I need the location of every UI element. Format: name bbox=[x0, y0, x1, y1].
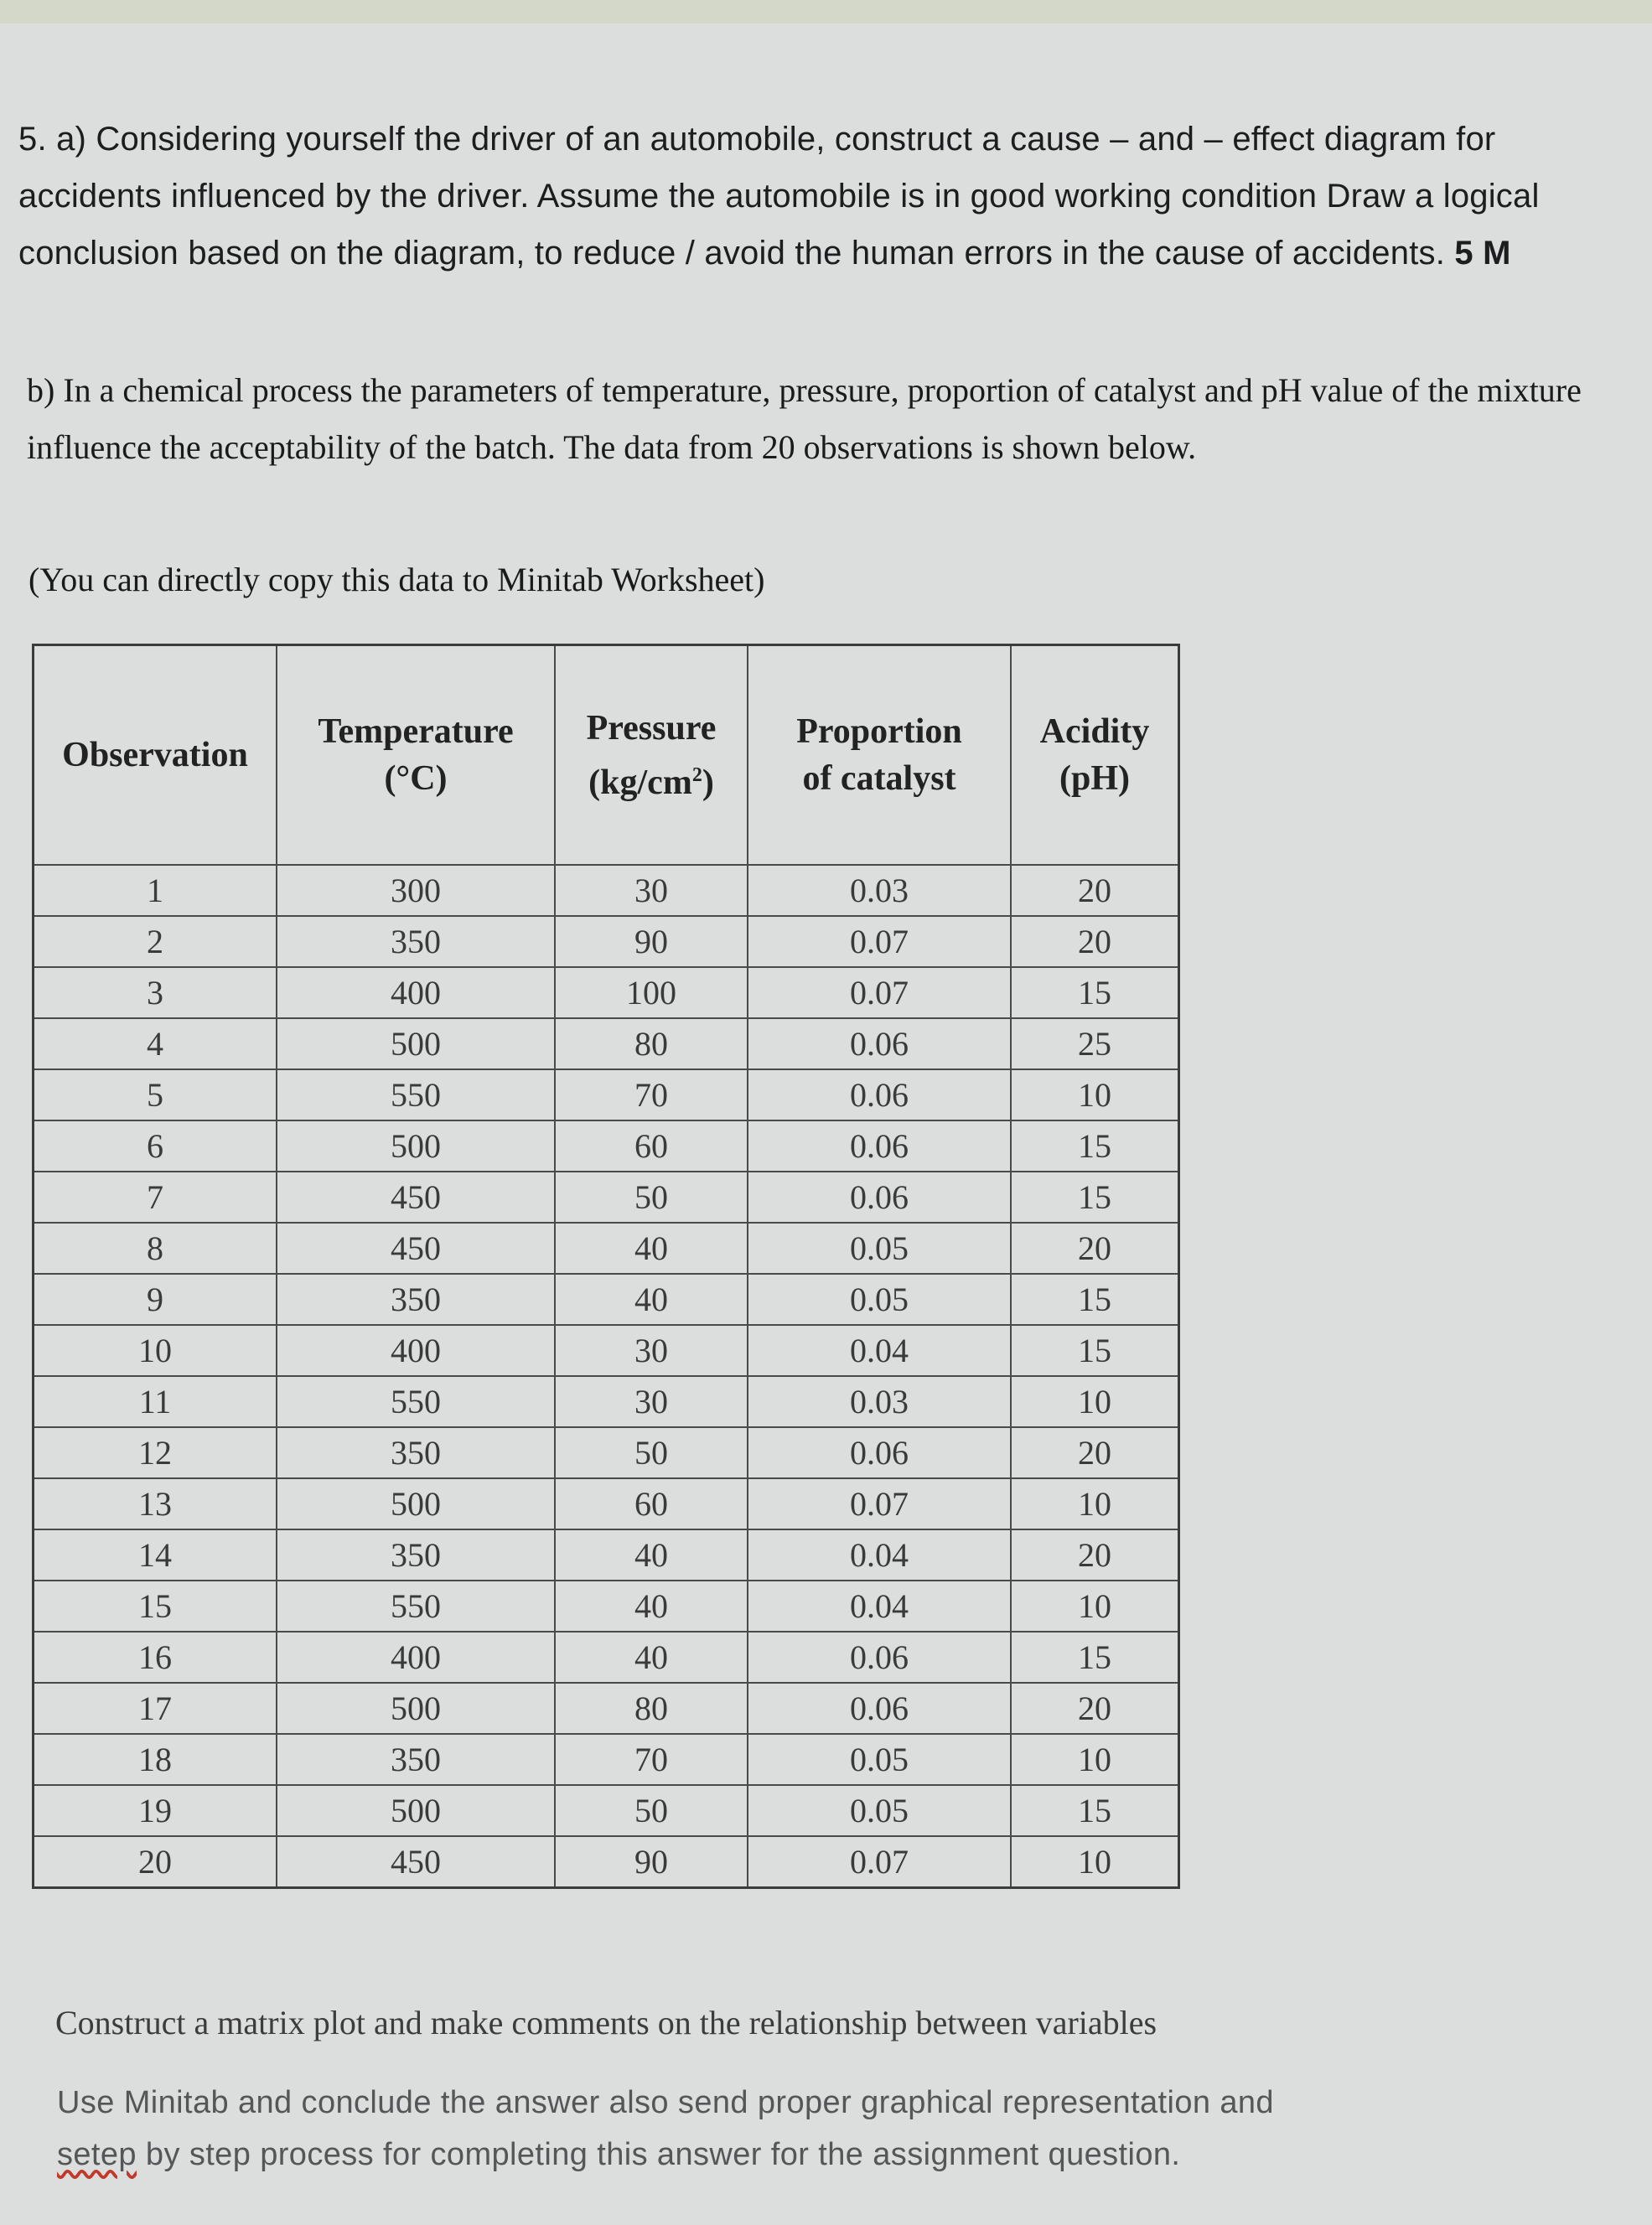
pressure-cell: 90 bbox=[555, 916, 748, 967]
proportion-cell: 0.05 bbox=[748, 1785, 1011, 1836]
observation-cell: 6 bbox=[34, 1120, 277, 1172]
table-row bbox=[34, 1632, 1179, 1683]
table-row bbox=[34, 1683, 1179, 1734]
proportion-cell: 0.06 bbox=[748, 1172, 1011, 1223]
acidity-cell: 15 bbox=[1011, 1632, 1179, 1683]
pressure-cell: 40 bbox=[555, 1529, 748, 1581]
table-row bbox=[34, 1274, 1179, 1325]
proportion-cell: 0.06 bbox=[748, 1120, 1011, 1172]
observation-cell: 4 bbox=[34, 1018, 277, 1069]
matrix-plot-instruction: Construct a matrix plot and make comments on the relationship between variables bbox=[55, 2004, 1157, 2041]
acidity-cell: 20 bbox=[1011, 865, 1179, 916]
question-b: b) In a chemical process the parameters of temperature, pressure, proportion of catalyst and pH value of the mixture influence the acceptability of the batch. The data from 20 observations is shown below. bbox=[27, 371, 1582, 466]
observation-cell: 16 bbox=[34, 1632, 277, 1683]
table-row bbox=[34, 865, 1179, 916]
question-a-text: 5. a) Considering yourself the driver of an automobile, construct a cause – and – effect diagram for accidents influenced by the driver. Assume the automobile is in good working condition Draw a logical conclusion based on the diagram, to reduce / avoid the human errors in the cause of accidents. bbox=[18, 121, 1540, 272]
proportion-cell: 0.06 bbox=[748, 1427, 1011, 1478]
proportion-cell: 0.04 bbox=[748, 1325, 1011, 1376]
acidity-cell: 15 bbox=[1011, 1172, 1179, 1223]
table-row bbox=[34, 1069, 1179, 1120]
acidity-cell: 20 bbox=[1011, 916, 1179, 967]
acidity-cell: 15 bbox=[1011, 1120, 1179, 1172]
pressure-cell: 40 bbox=[555, 1632, 748, 1683]
acidity-cell: 15 bbox=[1011, 967, 1179, 1018]
pressure-cell: 60 bbox=[555, 1478, 748, 1529]
observation-cell: 3 bbox=[34, 967, 277, 1018]
pressure-cell: 60 bbox=[555, 1120, 748, 1172]
acidity-cell: 15 bbox=[1011, 1274, 1179, 1325]
temperature-cell: 450 bbox=[277, 1223, 555, 1274]
observation-cell: 17 bbox=[34, 1683, 277, 1734]
acidity-cell: 20 bbox=[1011, 1683, 1179, 1734]
table-row bbox=[34, 1529, 1179, 1581]
table-row bbox=[34, 1223, 1179, 1274]
proportion-cell: 0.06 bbox=[748, 1069, 1011, 1120]
observation-cell: 2 bbox=[34, 916, 277, 967]
temperature-cell: 450 bbox=[277, 1836, 555, 1888]
top-edge-strip bbox=[0, 0, 1652, 23]
acidity-cell: 15 bbox=[1011, 1785, 1179, 1836]
pressure-cell: 40 bbox=[555, 1223, 748, 1274]
header-temperature: Temperature (°C) bbox=[277, 645, 555, 866]
proportion-cell: 0.07 bbox=[748, 1836, 1011, 1888]
proportion-cell: 0.05 bbox=[748, 1223, 1011, 1274]
temperature-cell: 500 bbox=[277, 1478, 555, 1529]
proportion-cell: 0.07 bbox=[748, 967, 1011, 1018]
misspelled-word: setep bbox=[57, 2137, 137, 2172]
table-row bbox=[34, 1427, 1179, 1478]
acidity-cell: 25 bbox=[1011, 1018, 1179, 1069]
table-row bbox=[34, 1836, 1179, 1888]
temperature-cell: 350 bbox=[277, 916, 555, 967]
observation-cell: 15 bbox=[34, 1581, 277, 1632]
observation-cell: 12 bbox=[34, 1427, 277, 1478]
proportion-cell: 0.05 bbox=[748, 1274, 1011, 1325]
temperature-cell: 350 bbox=[277, 1529, 555, 1581]
request-prefix: Use Minitab and conclude the answer also send proper graphical representation and bbox=[57, 2085, 1274, 2120]
observation-cell: 11 bbox=[34, 1376, 277, 1427]
table-row bbox=[34, 1120, 1179, 1172]
acidity-cell: 10 bbox=[1011, 1376, 1179, 1427]
observation-cell: 19 bbox=[34, 1785, 277, 1836]
proportion-cell: 0.06 bbox=[748, 1018, 1011, 1069]
observation-cell: 1 bbox=[34, 865, 277, 916]
table-row bbox=[34, 916, 1179, 967]
temperature-cell: 500 bbox=[277, 1683, 555, 1734]
table-row bbox=[34, 1478, 1179, 1529]
pressure-cell: 50 bbox=[555, 1785, 748, 1836]
pressure-cell: 50 bbox=[555, 1172, 748, 1223]
table-row bbox=[34, 1376, 1179, 1427]
header-proportion: Proportion of catalyst bbox=[748, 645, 1011, 866]
table-header-row bbox=[34, 645, 1179, 866]
pressure-cell: 80 bbox=[555, 1018, 748, 1069]
table-row bbox=[34, 967, 1179, 1018]
observation-cell: 8 bbox=[34, 1223, 277, 1274]
pressure-cell: 30 bbox=[555, 1376, 748, 1427]
temperature-cell: 350 bbox=[277, 1274, 555, 1325]
table-row bbox=[34, 1018, 1179, 1069]
question-a-marks: 5 M bbox=[1454, 235, 1511, 272]
temperature-cell: 500 bbox=[277, 1120, 555, 1172]
table-row bbox=[34, 1785, 1179, 1836]
temperature-cell: 450 bbox=[277, 1172, 555, 1223]
proportion-cell: 0.04 bbox=[748, 1581, 1011, 1632]
proportion-cell: 0.04 bbox=[748, 1529, 1011, 1581]
header-pressure: Pressure $(kg/cm^2)$ bbox=[555, 645, 748, 866]
temperature-cell: 400 bbox=[277, 1632, 555, 1683]
pressure-cell: 30 bbox=[555, 1325, 748, 1376]
temperature-cell: 550 bbox=[277, 1376, 555, 1427]
temperature-cell: 300 bbox=[277, 865, 555, 916]
request-suffix: by step process for completing this answer for the assignment question. bbox=[136, 2137, 1181, 2172]
pressure-cell: 90 bbox=[555, 1836, 748, 1888]
temperature-cell: 500 bbox=[277, 1785, 555, 1836]
copy-note: (You can directly copy this data to Minitab Worksheet) bbox=[28, 561, 765, 598]
observation-cell: 5 bbox=[34, 1069, 277, 1120]
observation-cell: 10 bbox=[34, 1325, 277, 1376]
temperature-cell: 400 bbox=[277, 1325, 555, 1376]
table-row bbox=[34, 1734, 1179, 1785]
pressure-cell: 70 bbox=[555, 1734, 748, 1785]
acidity-cell: 10 bbox=[1011, 1734, 1179, 1785]
acidity-cell: 10 bbox=[1011, 1069, 1179, 1120]
pressure-cell: 30 bbox=[555, 865, 748, 916]
proportion-cell: 0.03 bbox=[748, 1376, 1011, 1427]
proportion-cell: 0.03 bbox=[748, 865, 1011, 916]
proportion-cell: 0.07 bbox=[748, 1478, 1011, 1529]
proportion-cell: 0.06 bbox=[748, 1683, 1011, 1734]
observation-cell: 14 bbox=[34, 1529, 277, 1581]
observation-cell: 20 bbox=[34, 1836, 277, 1888]
temperature-cell: 400 bbox=[277, 967, 555, 1018]
header-observation: Observation bbox=[34, 645, 277, 866]
pressure-cell: 40 bbox=[555, 1274, 748, 1325]
observation-cell: 18 bbox=[34, 1734, 277, 1785]
table-row bbox=[34, 1172, 1179, 1223]
observation-cell: 13 bbox=[34, 1478, 277, 1529]
acidity-cell: 10 bbox=[1011, 1581, 1179, 1632]
pressure-cell: 70 bbox=[555, 1069, 748, 1120]
acidity-cell: 20 bbox=[1011, 1427, 1179, 1478]
temperature-cell: 500 bbox=[277, 1018, 555, 1069]
pressure-cell: 50 bbox=[555, 1427, 748, 1478]
pressure-cell: 100 bbox=[555, 967, 748, 1018]
temperature-cell: 350 bbox=[277, 1427, 555, 1478]
acidity-cell: 15 bbox=[1011, 1325, 1179, 1376]
temperature-cell: 550 bbox=[277, 1069, 555, 1120]
acidity-cell: 10 bbox=[1011, 1478, 1179, 1529]
observation-data-table bbox=[32, 644, 1180, 1889]
question-a bbox=[18, 111, 1628, 282]
acidity-cell: 10 bbox=[1011, 1836, 1179, 1888]
observation-cell: 9 bbox=[34, 1274, 277, 1325]
acidity-cell: 20 bbox=[1011, 1529, 1179, 1581]
table-body bbox=[34, 865, 1179, 1888]
observation-cell: 7 bbox=[34, 1172, 277, 1223]
pressure-cell: 80 bbox=[555, 1683, 748, 1734]
table-row bbox=[34, 1325, 1179, 1376]
acidity-cell: 20 bbox=[1011, 1223, 1179, 1274]
proportion-cell: 0.06 bbox=[748, 1632, 1011, 1683]
temperature-cell: 550 bbox=[277, 1581, 555, 1632]
table-row bbox=[34, 1581, 1179, 1632]
proportion-cell: 0.07 bbox=[748, 916, 1011, 967]
pressure-cell: 40 bbox=[555, 1581, 748, 1632]
temperature-cell: 350 bbox=[277, 1734, 555, 1785]
minitab-request bbox=[57, 2077, 1633, 2181]
proportion-cell: 0.05 bbox=[748, 1734, 1011, 1785]
header-acidity: Acidity (pH) bbox=[1011, 645, 1179, 866]
